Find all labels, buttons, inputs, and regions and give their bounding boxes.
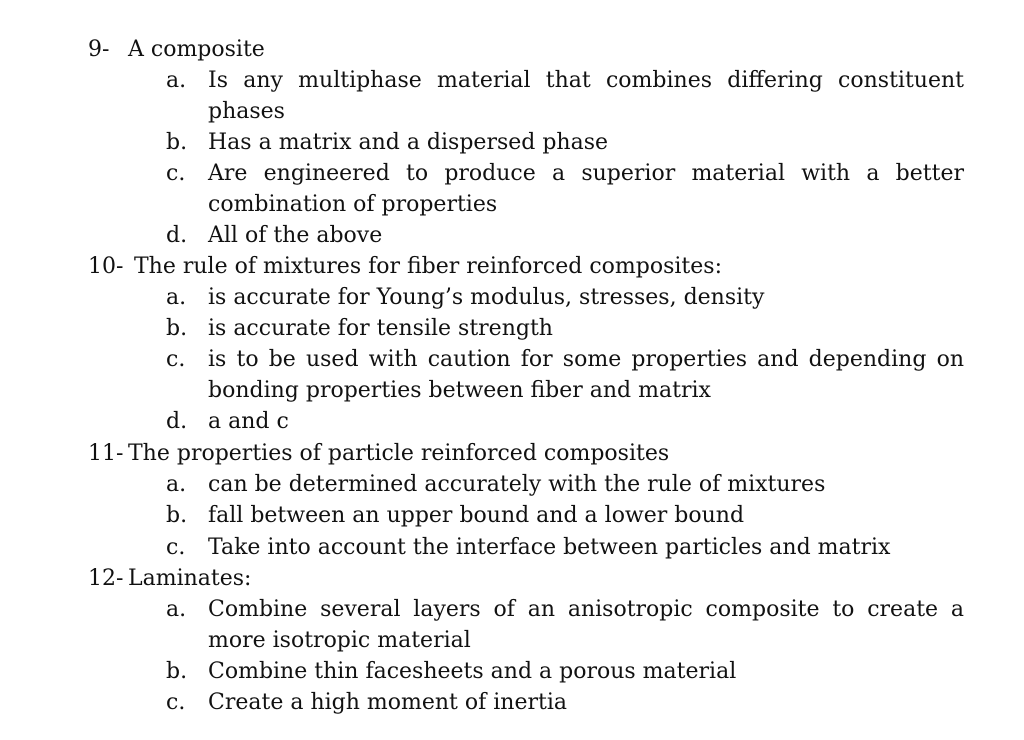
option-letter: d. [166,223,188,248]
option-line: Combine thin facesheets and a porous material [208,659,737,684]
option-text [208,532,964,563]
option-letter: a. [166,472,187,497]
option-letter: b. [166,659,188,684]
question-number: 12- [88,566,124,591]
question-text: A composite [128,37,265,62]
question-number: 9- [88,37,110,62]
option-text [208,313,964,344]
option-line: combination of properties [208,192,498,217]
question-stem [88,251,722,282]
option-letter: b. [166,503,188,528]
option-line: a and c [208,409,289,434]
question-stem [88,438,669,469]
question-text: The rule of mixtures for fiber reinforced composites: [134,254,722,279]
option-line: phases [208,99,285,124]
question-stem [88,34,265,65]
option-text [208,687,964,718]
option-letter: b. [166,130,188,155]
option-letter: a. [166,285,187,310]
option-line: Combine several layers of an anisotropic composite to create a [208,597,964,622]
option-text [208,469,964,500]
question-number: 11- [88,441,124,466]
option-text [208,500,964,531]
option-line: is accurate for Young’s modulus, stresses, density [208,285,765,310]
option-text [208,65,964,127]
option-line: bonding properties between fiber and matrix [208,378,711,403]
option-text [208,344,964,406]
option-text [208,656,964,687]
option-line: fall between an upper bound and a lower bound [208,503,745,528]
option-text [208,158,964,220]
option-line: Has a matrix and a dispersed phase [208,130,609,155]
question-stem [88,563,251,594]
question-number: 10- [88,254,124,279]
option-line: is to be used with caution for some properties and depending on [208,347,964,372]
option-line: Take into account the interface between particles and matrix [208,535,891,560]
option-letter: c. [166,535,186,560]
option-line: more isotropic material [208,628,471,653]
option-text [208,282,964,313]
option-text [208,594,964,656]
option-line: is accurate for tensile strength [208,316,553,341]
option-letter: d. [166,409,188,434]
option-line: can be determined accurately with the rule of mixtures [208,472,826,497]
question-text: Laminates: [128,566,252,591]
option-line: Create a high moment of inertia [208,690,568,715]
option-letter: c. [166,347,186,372]
option-text [208,127,964,158]
option-letter: a. [166,68,187,93]
option-letter: a. [166,597,187,622]
option-line: Are engineered to produce a superior material with a better [208,161,964,186]
option-line: All of the above [208,223,383,248]
question-text: The properties of particle reinforced composites [128,441,670,466]
option-letter: c. [166,690,186,715]
option-letter: b. [166,316,188,341]
option-text [208,406,964,437]
option-letter: c. [166,161,186,186]
option-text [208,220,964,251]
option-line: Is any multiphase material that combines differing constituent [208,68,964,93]
